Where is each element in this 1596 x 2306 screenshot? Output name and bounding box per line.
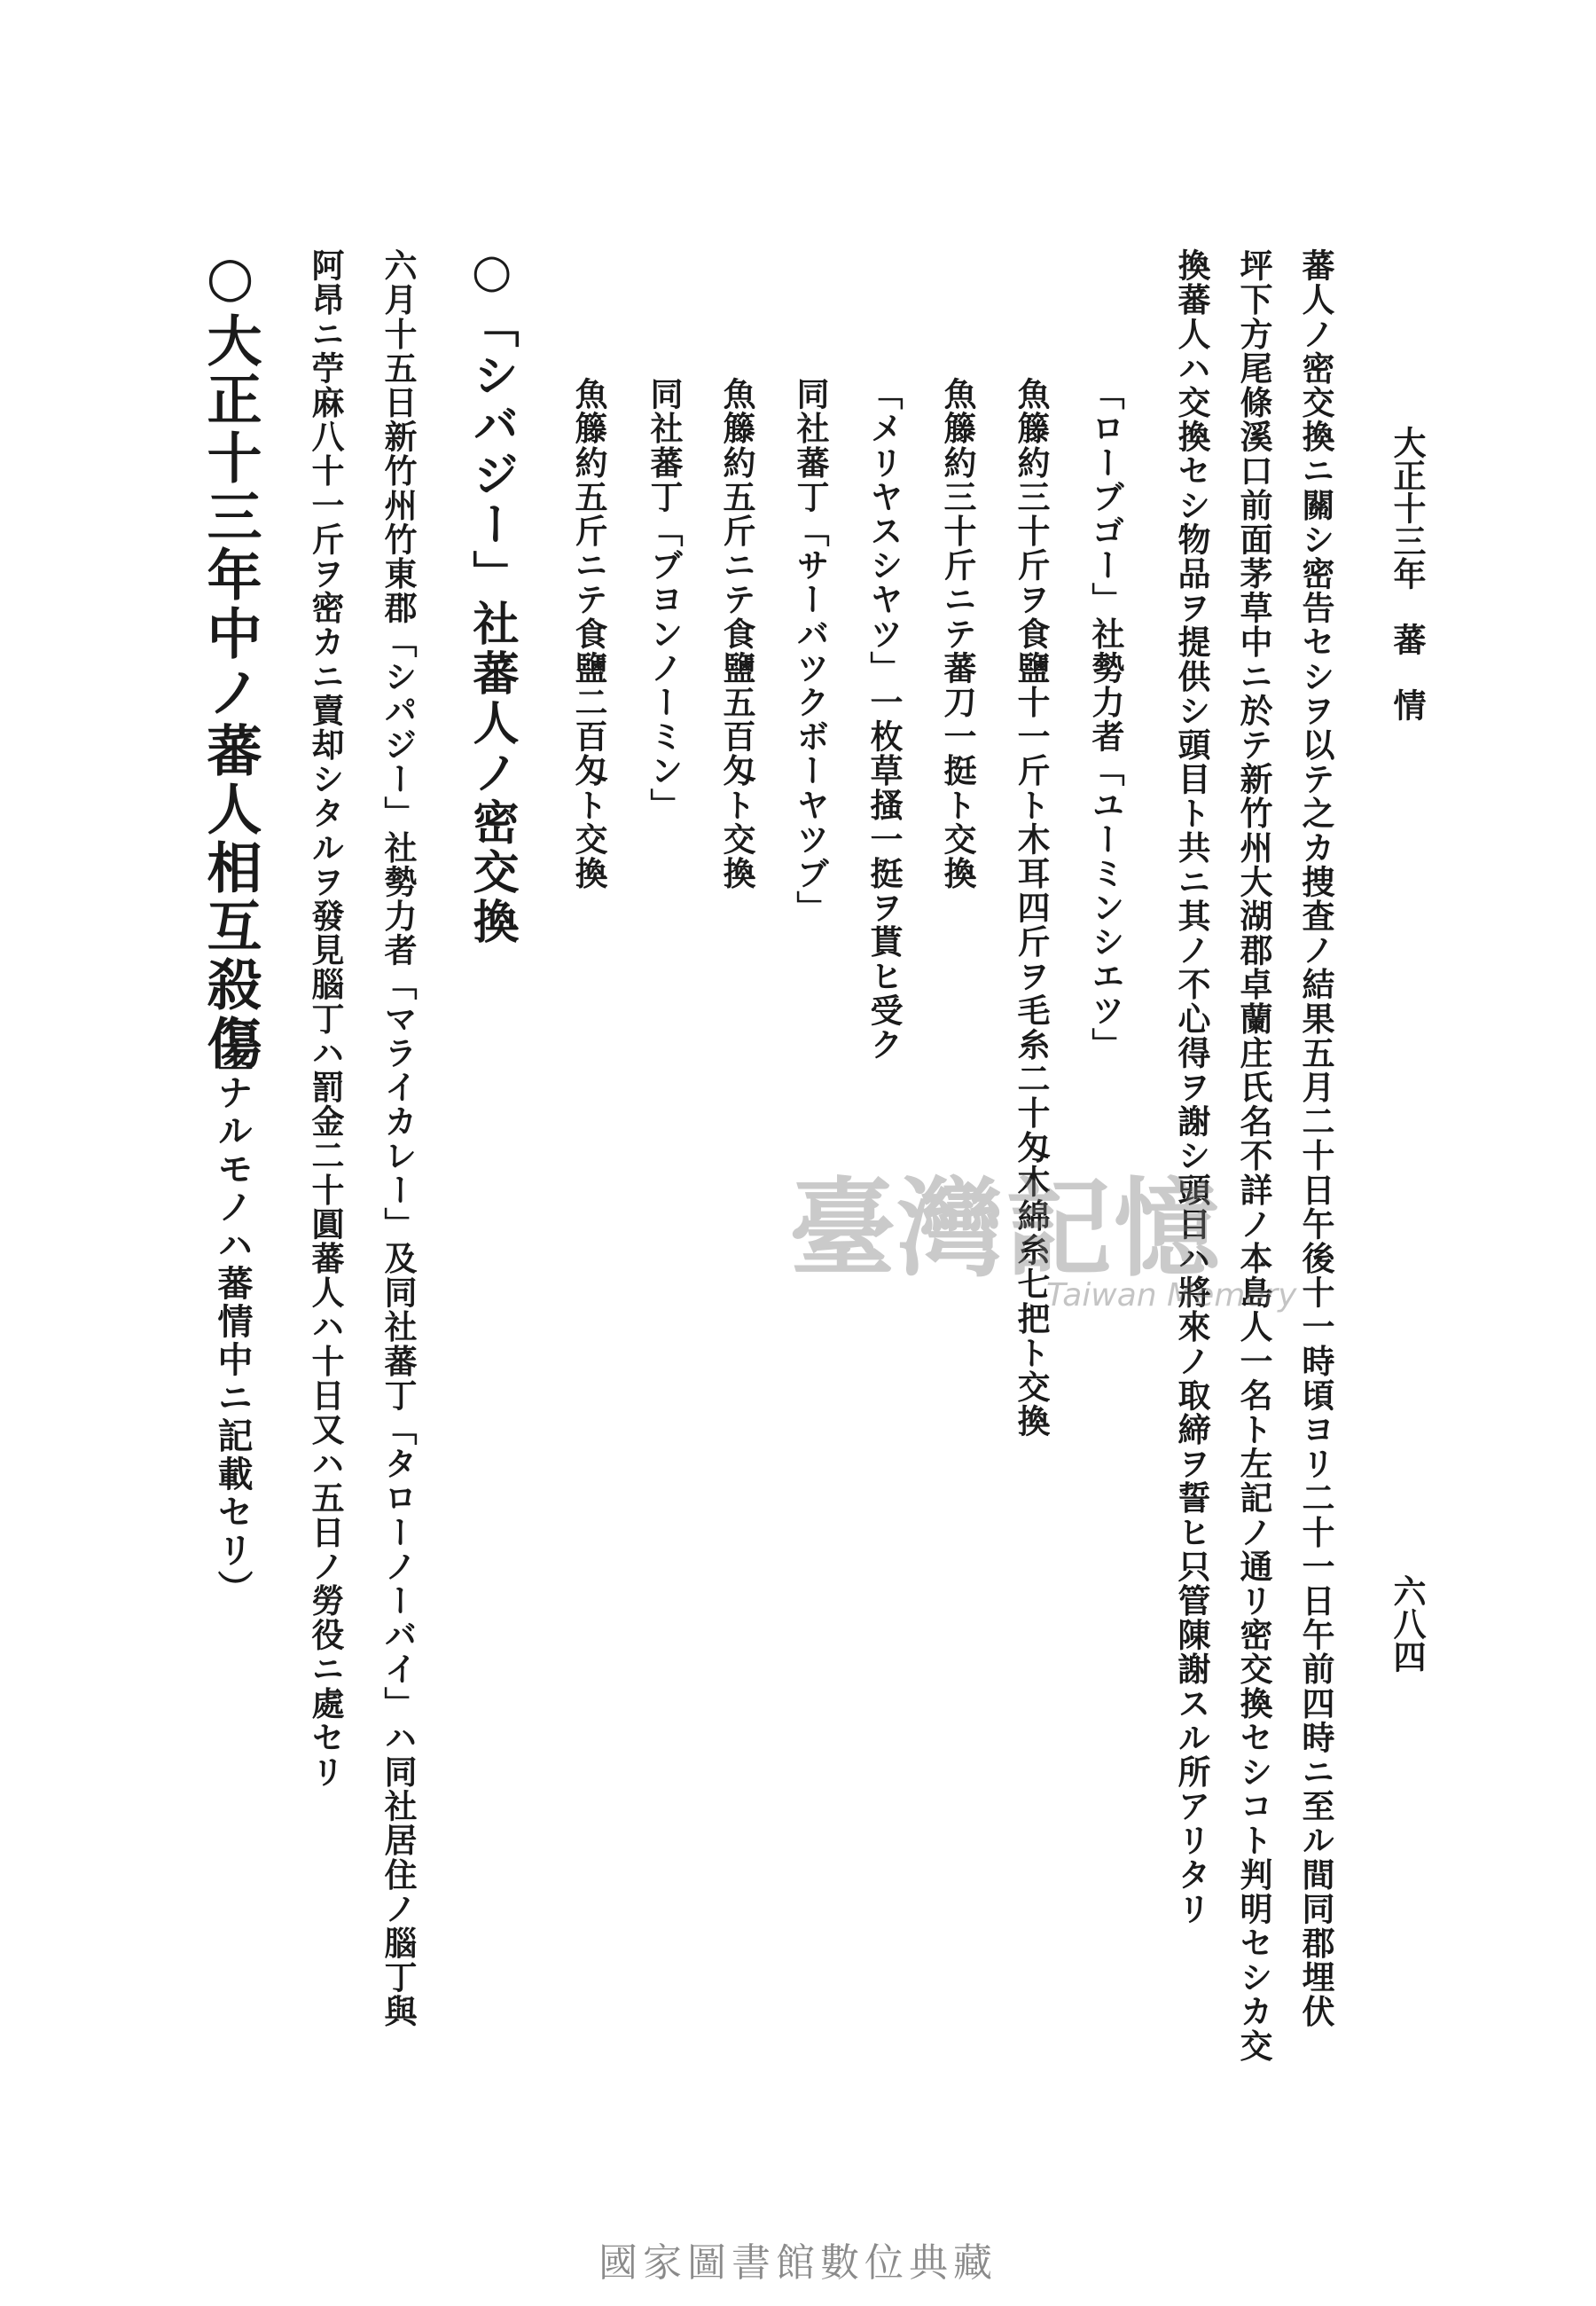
list-item: 魚籐約三十斤ニテ蕃刀一挺ト交換 [938, 377, 977, 890]
footer-credit: 國家圖書館數位典藏 [598, 2240, 998, 2286]
section-title: ○「シバジー」社蕃人ノ密交換 [465, 244, 519, 947]
running-title: 大正十三年 蕃 情 [1388, 426, 1427, 721]
body-line: 阿昂ニ苧麻八十一斤ヲ密カニ賣却シタルヲ發見腦丁ハ罰金二十圓蕃人ハ十日又ハ五日ノ勞役ニ處セリ [306, 248, 345, 1789]
list-item: 「メリヤスシヤツ」一枚草搔一挺ヲ貰ヒ受ク [864, 377, 904, 1062]
list-item: 「ローブゴー」社勢力者「ユーミンシエツ」 [1086, 377, 1125, 1062]
page-number: 六八四 [1388, 1574, 1427, 1673]
body-line: 坪下方尾條溪口前面茅草中ニ於テ新竹州大湖郡卓蘭庄氏名不詳ノ本島人一名ト左記ノ通リ密交換セシコト判明セシカ交 [1234, 248, 1273, 2063]
watermark-logo [789, 1144, 1297, 1322]
list-item: 同社蕃丁「ブヨンノーミン」 [645, 377, 684, 822]
body-line: 換蕃人ハ交換セシ物品ヲ提供シ頭目ト共ニ其ノ不心得ヲ謝シ頭目ハ將來ノ取締ヲ誓ヒ只管陳謝スル所アリタリ [1172, 248, 1211, 1926]
body-line: 六月十五日新竹州竹東郡「シパジー」社勢力者「マライカレー」及同社蕃丁「タローノーバイ」ハ同社居住ノ腦丁與 [379, 248, 418, 2029]
watermark-subtext: Taiwan Memory [1046, 1277, 1297, 1314]
section-title: ○大正十三年中ノ蕃人相互殺傷 [198, 244, 262, 1073]
list-item: 魚籐約三十斤ヲ食鹽十一斤ト木耳四斤ヲ毛糸二十匁木綿糸七把ト交換 [1012, 377, 1051, 1439]
list-item: 同社蕃丁「サーバツクボーヤツブ」 [791, 377, 830, 925]
watermark-text: 臺灣記憶 [789, 1166, 1222, 1291]
body-line: 蕃人ノ密交換ニ關シ密告セシヲ以テ之カ捜査ノ結果五月二十日午後十一時頃ヨリ二十一日午前四時ニ至ル間同郡埋伏 [1296, 248, 1335, 2029]
list-item: 魚籐約五斤ニテ食鹽二百匁ト交換 [569, 377, 608, 890]
section-note: （主ナルモノハ蕃情中ニ記載セリ） [212, 998, 254, 1608]
list-item: 魚籐約五斤ニテ食鹽五百匁ト交換 [717, 377, 756, 890]
